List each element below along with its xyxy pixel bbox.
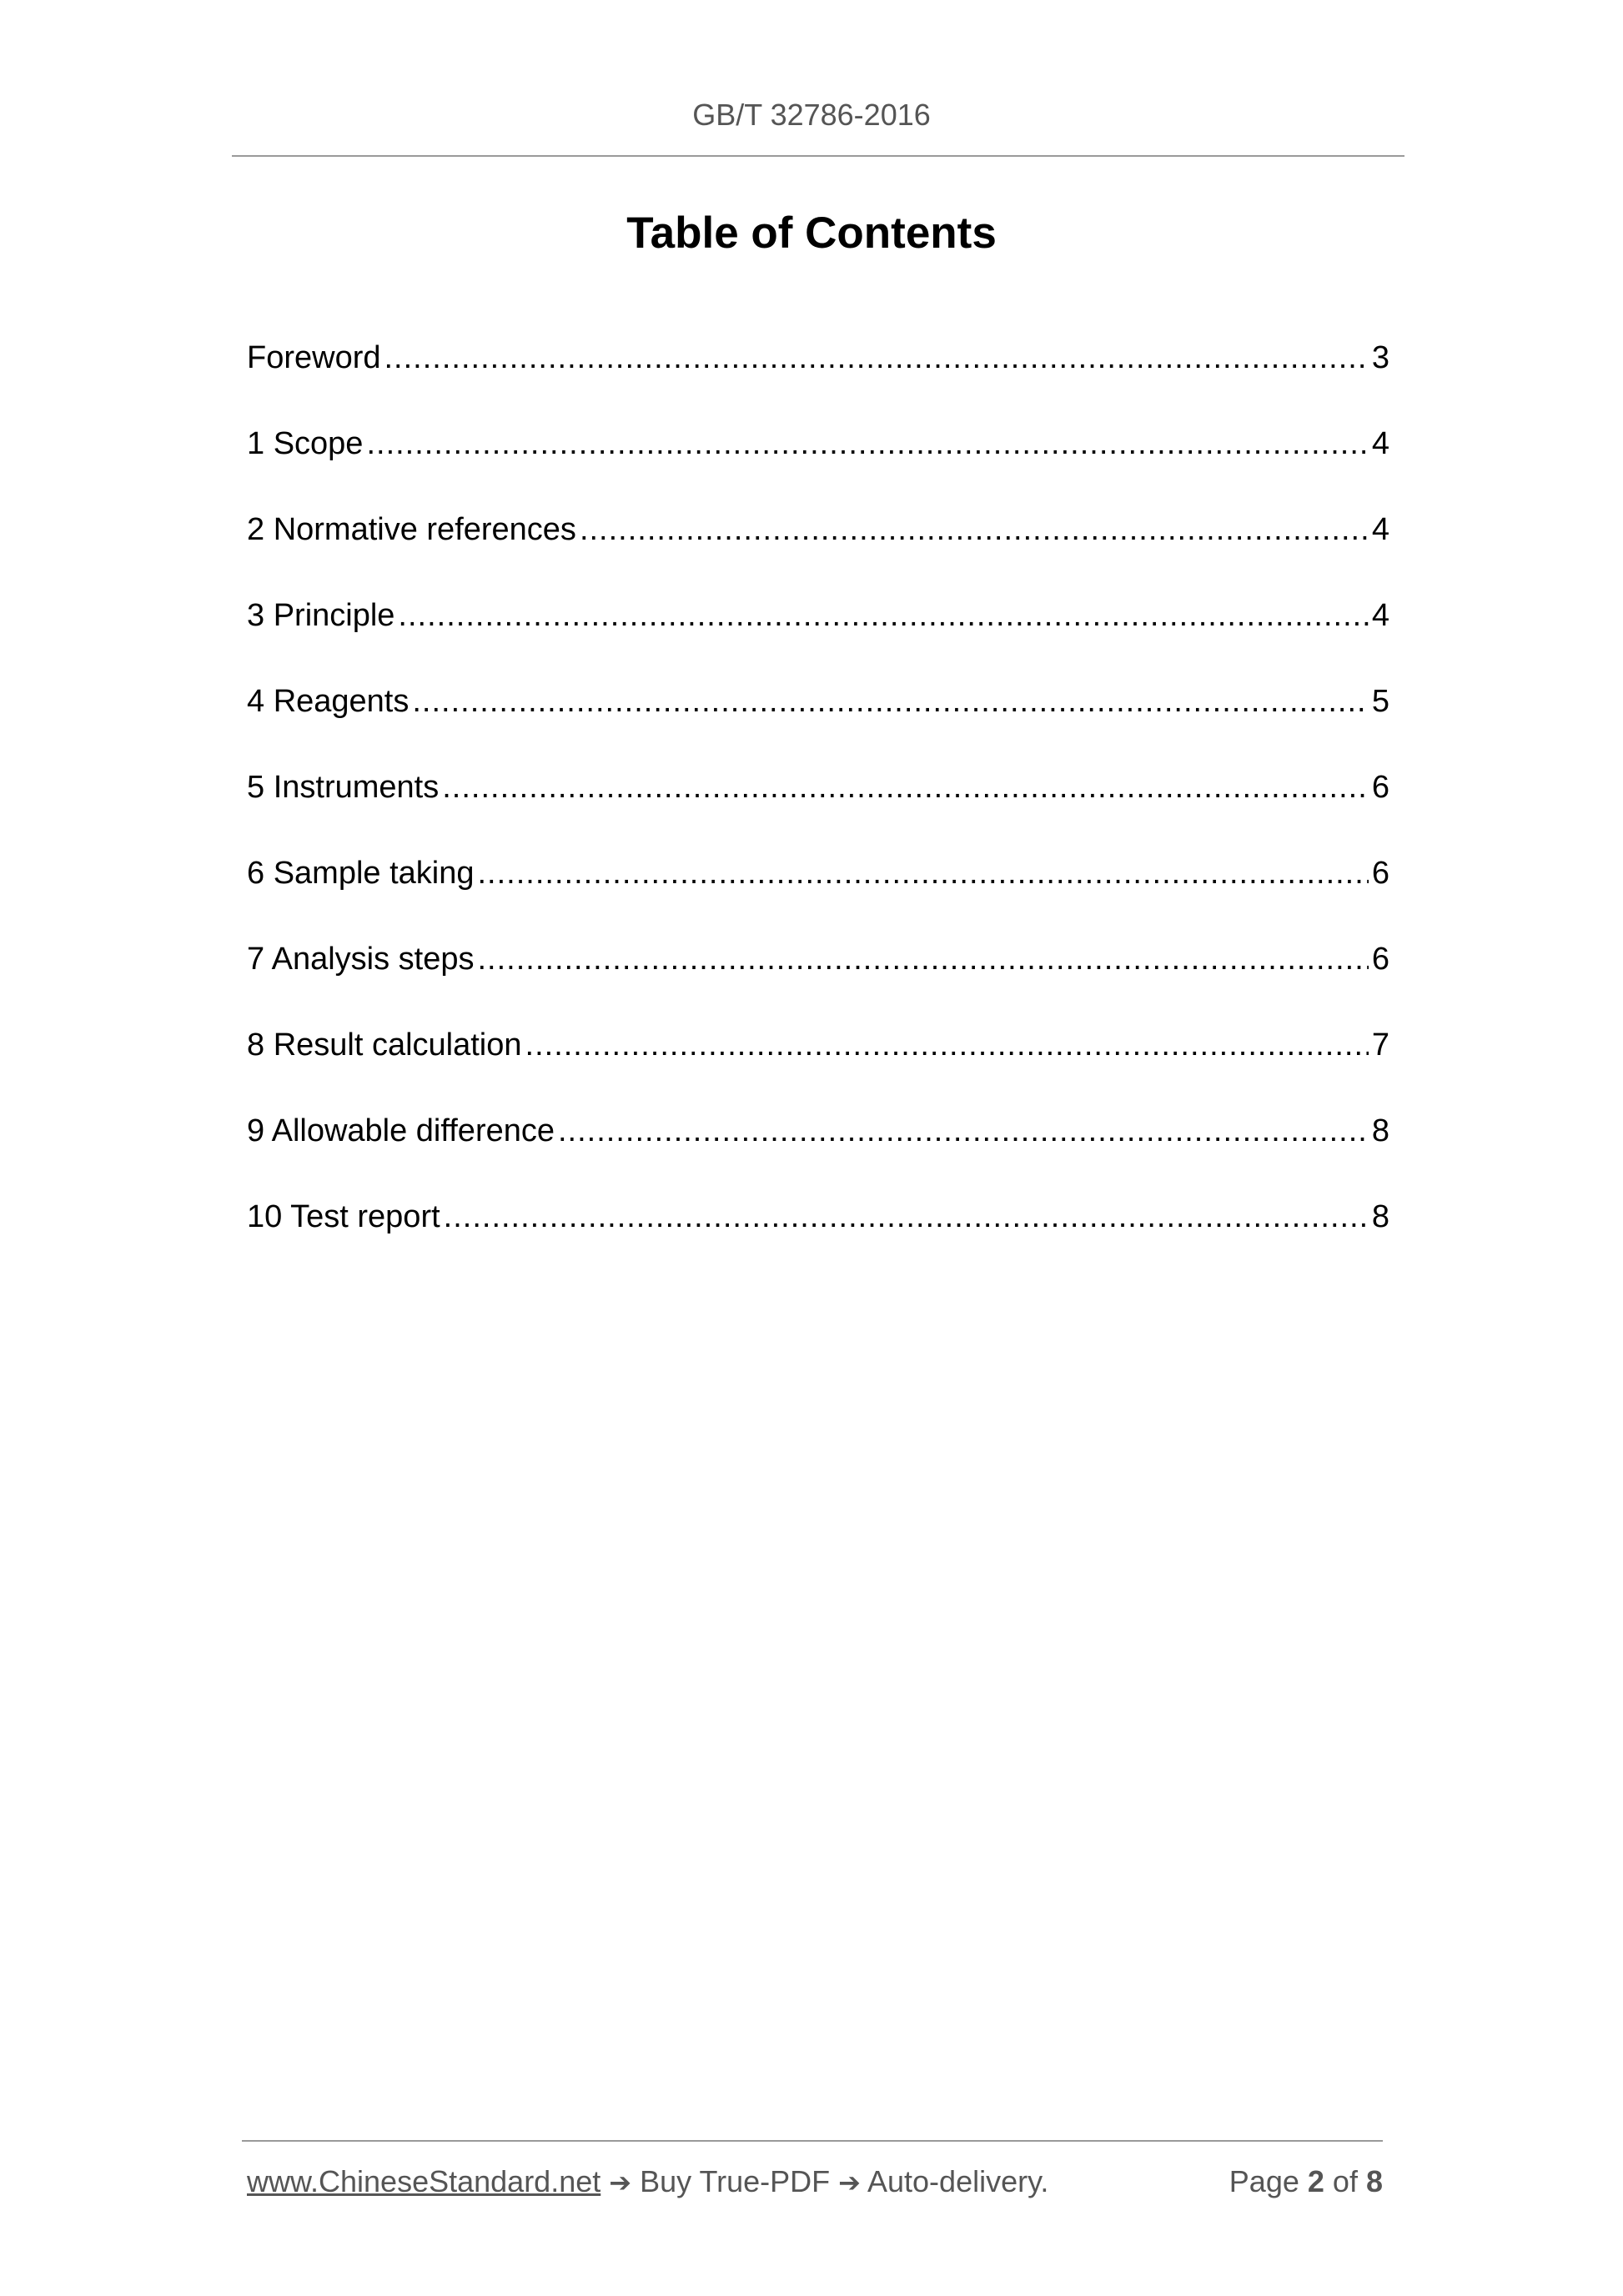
toc-entry-page: 6 [1371, 770, 1389, 805]
toc-entry-normative-references[interactable] [247, 509, 1389, 595]
toc-entry-label: 2 Normative references [247, 512, 576, 547]
toc-entry-label: 8 Result calculation [247, 1027, 522, 1063]
toc-entry-label: 7 Analysis steps [247, 942, 475, 977]
toc-dot-leader [558, 1110, 1369, 1152]
header-divider [232, 155, 1404, 157]
toc-entry-page: 8 [1371, 1113, 1389, 1148]
toc-dot-leader [384, 337, 1369, 379]
toc-entry-principle[interactable] [247, 595, 1389, 681]
footer-promo [247, 2162, 1048, 2203]
toc-entry-label: 4 Reagents [247, 684, 410, 719]
toc-entry-result-calculation[interactable] [247, 1024, 1389, 1110]
toc-dot-leader [478, 852, 1369, 894]
toc-entry-label: 10 Test report [247, 1199, 440, 1234]
page-footer [247, 2162, 1383, 2202]
toc-entry-page: 6 [1371, 856, 1389, 891]
document-code: GB/T 32786-2016 [692, 98, 931, 132]
toc-entry-label: 6 Sample taking [247, 856, 475, 891]
toc-entry-page: 5 [1371, 684, 1389, 719]
website-link[interactable]: www.ChineseStandard.net [247, 2164, 601, 2198]
toc-entry-sample-taking[interactable] [247, 852, 1389, 938]
current-page-number: 2 [1307, 2164, 1324, 2198]
total-page-count: 8 [1365, 2164, 1383, 2198]
toc-entry-test-report[interactable] [247, 1196, 1389, 1282]
toc-dot-leader [444, 1196, 1369, 1238]
page-number [1229, 2162, 1383, 2202]
toc-entry-analysis-steps[interactable] [247, 938, 1389, 1024]
toc-dot-leader [477, 938, 1368, 980]
toc-entry-label: 3 Principle [247, 598, 395, 633]
right-arrow-icon: ➔ [838, 2167, 861, 2198]
toc-entry-label: 1 Scope [247, 426, 364, 461]
auto-delivery-text: Auto-delivery. [867, 2164, 1049, 2198]
toc-entry-reagents[interactable] [247, 681, 1389, 766]
toc-entry-page: 3 [1371, 340, 1389, 375]
toc-dot-leader [366, 423, 1368, 465]
toc-entry-page: 8 [1371, 1199, 1389, 1234]
toc-entry-foreword[interactable] [247, 337, 1389, 423]
page-title: Table of Contents [626, 208, 997, 258]
footer-divider [242, 2140, 1383, 2142]
page-word: Page [1229, 2164, 1299, 2198]
toc-dot-leader [442, 766, 1369, 808]
of-word: of [1332, 2164, 1358, 2198]
right-arrow-icon: ➔ [609, 2167, 632, 2198]
toc-entry-page: 6 [1371, 942, 1389, 977]
toc-entry-page: 4 [1371, 598, 1389, 633]
toc-entry-scope[interactable] [247, 423, 1389, 509]
toc-entry-allowable-difference[interactable] [247, 1110, 1389, 1196]
toc-entry-instruments[interactable] [247, 766, 1389, 852]
toc-entry-page: 7 [1371, 1027, 1389, 1063]
toc-dot-leader [398, 595, 1368, 636]
toc-dot-leader [580, 509, 1369, 550]
toc-entry-label: 9 Allowable difference [247, 1113, 555, 1148]
toc-dot-leader [525, 1024, 1369, 1066]
toc-dot-leader [412, 681, 1368, 722]
toc-list [247, 337, 1389, 1282]
toc-entry-page: 4 [1371, 426, 1389, 461]
buy-true-pdf-text: Buy True-PDF [640, 2164, 831, 2198]
toc-entry-label: Foreword [247, 340, 381, 375]
toc-entry-label: 5 Instruments [247, 770, 440, 805]
toc-entry-page: 4 [1371, 512, 1389, 547]
